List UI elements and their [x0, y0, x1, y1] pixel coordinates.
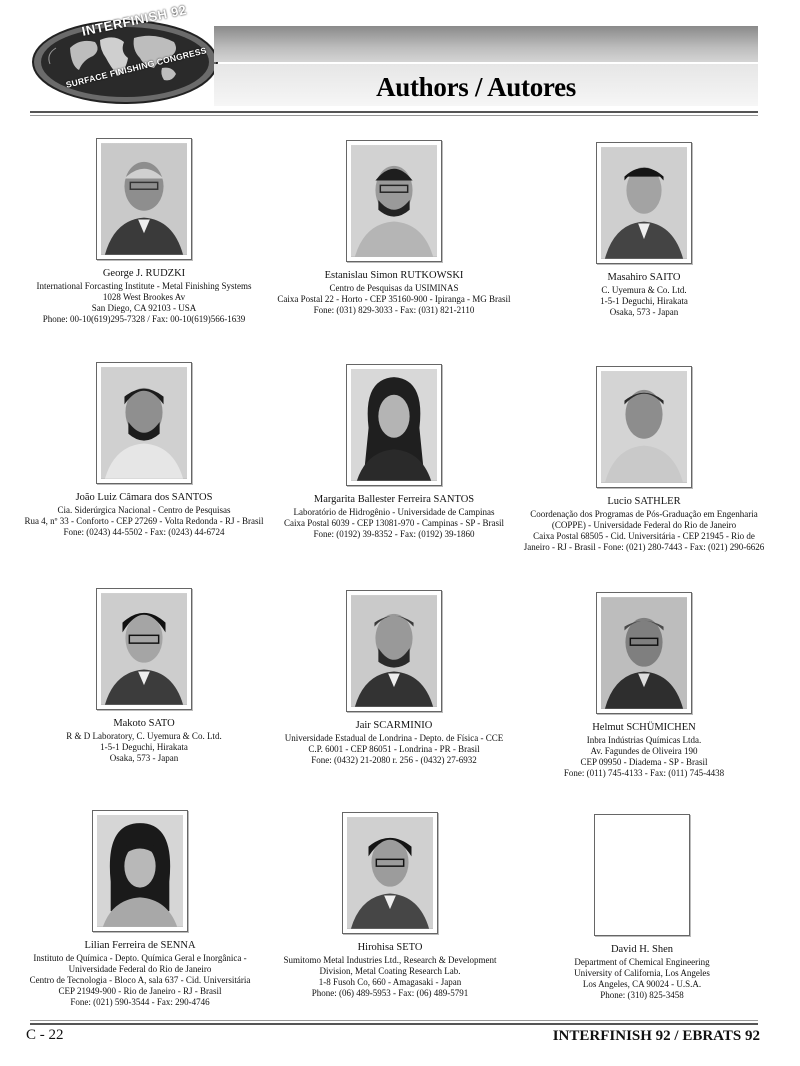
author-photo-frame: [596, 142, 692, 264]
author-name: Jair SCARMINIO: [355, 720, 433, 731]
author-address-line: Phone: (06) 489-5953 - Fax: (06) 489-5791: [311, 988, 469, 998]
author-address-line: Osaka, 573 - Japan: [609, 307, 679, 317]
author-card: [504, 366, 784, 553]
header-band-dark: [214, 26, 758, 62]
author-address-line: Janeiro - RJ - Brasil - Fone: (021) 280-7443 - Fax: (021) 290-6626: [523, 542, 765, 552]
author-name: Hirohisa SETO: [357, 942, 423, 953]
author-address-line: 1-8 Fusoh Co, 660 - Amagasaki - Japan: [318, 977, 462, 987]
author-name: João Luiz Câmara dos SANTOS: [75, 492, 213, 503]
author-photo-placeholder: [599, 819, 685, 931]
author-address-line: Caixa Postal 68505 - Cid. Universitária - CEP 21945 - Rio de: [533, 531, 755, 541]
author-photo-frame: [92, 810, 188, 932]
author-address-line: University of California, Los Angeles: [574, 968, 710, 978]
author-address-line: Universidade Estadual de Londrina - Depto. de Física - CCE: [284, 733, 504, 743]
author-address-line: CEP 09950 - Diadema - SP - Brasil: [580, 757, 708, 767]
author-photo-frame: [346, 140, 442, 262]
author-address-line: Sumitomo Metal Industries Ltd., Research & Development: [283, 955, 497, 965]
author-photo-frame: [594, 814, 690, 936]
journal-name: INTERFINISH 92 / EBRATS 92: [552, 1028, 760, 1044]
author-address-line: C.P. 6001 - CEP 86051 - Londrina - PR - Brasil: [308, 744, 480, 754]
author-portrait-icon: [101, 593, 187, 705]
author-address-line: 1-5-1 Deguchi, Hirakata: [600, 296, 688, 306]
author-address-line: CEP 21949-900 - Rio de Janeiro - RJ - Brasil: [58, 986, 222, 996]
author-address-line: Fone: (031) 829-3033 - Fax: (031) 821-2110: [313, 305, 475, 315]
page-number: C - 22: [26, 1027, 64, 1043]
author-photo-frame: [346, 590, 442, 712]
author-portrait-icon: [601, 597, 687, 709]
author-address-line: Rua 4, nº 33 - Conforto - CEP 27269 - Volta Redonda - RJ - Brasil: [24, 516, 264, 526]
author-name: Estanislau Simon RUTKOWSKI: [324, 270, 464, 281]
author-address-line: (COPPE) - Universidade Federal do Rio de Janeiro: [551, 520, 737, 530]
author-name: Helmut SCHÜMICHEN: [592, 722, 696, 733]
author-address-line: Fone: (021) 590-3544 - Fax: 290-4746: [70, 997, 210, 1007]
author-address-line: Department of Chemical Engineering: [574, 957, 710, 967]
author-card: [504, 142, 784, 318]
header-divider-thin: [30, 115, 758, 116]
footer-divider: [30, 1023, 758, 1025]
author-card: [254, 364, 534, 540]
author-name: Lilian Ferreira de SENNA: [84, 940, 196, 951]
author-portrait-icon: [351, 369, 437, 481]
author-portrait-icon: [601, 371, 687, 483]
author-name: Makoto SATO: [113, 718, 175, 729]
author-address-line: C. Uyemura & Co. Ltd.: [601, 285, 687, 295]
author-portrait-icon: [101, 367, 187, 479]
author-card: [250, 812, 530, 999]
page-title: Authors / Autores: [376, 72, 576, 102]
author-address-line: Coordenação dos Programas de Pós-Graduação em Engenharia: [530, 509, 758, 519]
author-photo-frame: [96, 362, 192, 484]
author-address-line: Laboratório de Hidrogênio - Universidade de Campinas: [293, 507, 495, 517]
author-portrait-icon: [351, 595, 437, 707]
author-card: [254, 140, 534, 316]
author-card: [504, 592, 784, 779]
footer-divider-thin: [30, 1020, 758, 1021]
author-address-line: Phone: (310) 825-3458: [600, 990, 684, 1000]
author-address-line: Universidade Federal do Rio de Janeiro: [68, 964, 212, 974]
author-portrait-icon: [601, 147, 687, 259]
author-card: [4, 362, 284, 538]
author-address-line: Caixa Postal 22 - Horto - CEP 35160-900 - Ipiranga - MG Brasil: [277, 294, 511, 304]
author-portrait-icon: [97, 815, 183, 927]
author-address-line: R & D Laboratory, C. Uyemura & Co. Ltd.: [66, 731, 222, 741]
congress-logo: [30, 1, 220, 106]
author-name: George J. RUDZKI: [102, 268, 186, 279]
author-address-line: Fone: (0243) 44-5502 - Fax: (0243) 44-6724: [63, 527, 225, 537]
author-address-line: Fone: (011) 745-4133 - Fax: (011) 745-4438: [563, 768, 725, 778]
author-photo-frame: [96, 588, 192, 710]
author-portrait-icon: [347, 817, 433, 929]
author-card: [502, 814, 782, 1001]
author-card: [4, 588, 284, 764]
author-address-line: San Diego, CA 92103 - USA: [91, 303, 197, 313]
author-photo-frame: [346, 364, 442, 486]
author-address-line: Instituto de Química - Depto. Química Geral e Inorgânica -: [33, 953, 247, 963]
author-card: [0, 810, 280, 1008]
author-address-line: 1028 West Brookes Av: [102, 292, 186, 302]
author-address-line: 1-5-1 Deguchi, Hirakata: [100, 742, 188, 752]
author-name: Lucio SATHLER: [607, 496, 681, 507]
logo-title-text: INTERFINISH 92: [80, 1, 188, 39]
author-address-line: Fone: (0192) 39-8352 - Fax: (0192) 39-1860: [313, 529, 475, 539]
author-portrait-icon: [101, 143, 187, 255]
author-address-line: Los Angeles, CA 90024 - U.S.A.: [582, 979, 702, 989]
author-address-line: Fone: (0432) 21-2080 r. 256 - (0432) 27-6932: [311, 755, 477, 765]
author-card: [254, 590, 534, 766]
author-photo-frame: [596, 366, 692, 488]
author-address-line: Caixa Postal 6039 - CEP 13081-970 - Campinas - SP - Brasil: [283, 518, 505, 528]
author-name: Masahiro SAITO: [607, 272, 681, 283]
author-address-line: Centro de Tecnologia - Bloco A, sala 637 - Cid. Universitária: [29, 975, 251, 985]
author-card: [4, 138, 284, 325]
author-name: David H. Shen: [610, 944, 674, 955]
author-address-line: Cia. Siderúrgica Nacional - Centro de Pesquisas: [57, 505, 231, 515]
author-address-line: Inbra Indústrias Químicas Ltda.: [586, 735, 702, 745]
author-photo-frame: [342, 812, 438, 934]
author-address-line: Division, Metal Coating Research Lab.: [319, 966, 461, 976]
header-divider: [30, 111, 758, 113]
author-address-line: Osaka, 573 - Japan: [109, 753, 179, 763]
author-photo-frame: [96, 138, 192, 260]
author-address-line: Centro de Pesquisas da USIMINAS: [329, 283, 459, 293]
author-address-line: Av. Fagundes de Oliveira 190: [590, 746, 698, 756]
author-address-line: International Forcasting Institute - Metal Finishing Systems: [36, 281, 252, 291]
author-address-line: Phone: 00-10(619)295-7328 / Fax: 00-10(619)566-1639: [42, 314, 246, 324]
logo-subtitle-text: SURFACE FINISHING CONGRESS: [64, 45, 208, 90]
author-photo-frame: [596, 592, 692, 714]
author-portrait-icon: [351, 145, 437, 257]
author-name: Margarita Ballester Ferreira SANTOS: [313, 494, 475, 505]
